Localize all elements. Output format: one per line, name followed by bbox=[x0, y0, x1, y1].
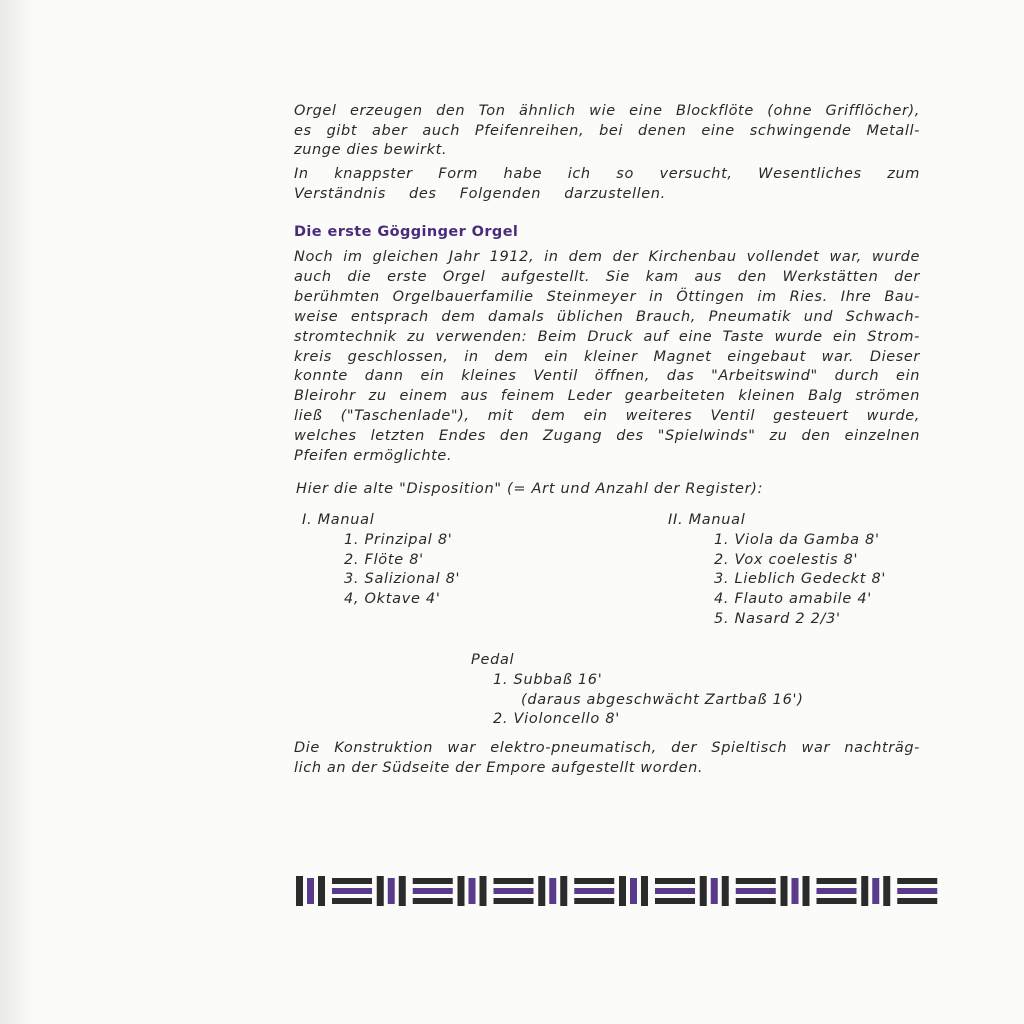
ornament-horizontal-bar bbox=[413, 878, 453, 884]
ornament-vertical-bar bbox=[296, 876, 303, 906]
ornament-horizontal-bar bbox=[574, 898, 614, 904]
ornament-vertical-bar bbox=[318, 876, 325, 906]
text-line: Bleirohr zu einem aus feinem Leder gearbeiteten kleinen Balg strömen bbox=[294, 388, 920, 405]
ornament-horizontal-bar bbox=[897, 898, 937, 904]
register-item: 3. Salizional 8' bbox=[344, 571, 461, 588]
text-line: ließ ("Taschenlade"), mit dem ein weiteres Ventil gesteuert wurde, bbox=[294, 408, 920, 425]
text-line: zunge dies bewirkt. bbox=[294, 142, 448, 159]
text-line: Pfeifen ermöglichte. bbox=[294, 448, 453, 465]
ornament-vertical-bar bbox=[619, 876, 626, 906]
ornament-vertical-bar bbox=[399, 876, 406, 906]
ornament-horizontal-bar bbox=[574, 888, 614, 894]
ornament-horizontal-bar bbox=[332, 888, 372, 894]
text-line: weise entsprach dem damals üblichen Brauch, Pneumatik und Schwach- bbox=[294, 308, 920, 325]
ornament-vertical-bar bbox=[560, 876, 567, 906]
register-item: 2. Vox coelestis 8' bbox=[714, 551, 859, 568]
register-note: (daraus abgeschwächt Zartbaß 16') bbox=[521, 691, 804, 708]
ornament-vertical-bar bbox=[630, 878, 637, 904]
ornament-vertical-bar bbox=[641, 876, 648, 906]
ornament-horizontal-bar bbox=[494, 878, 534, 884]
intro-paragraph-2 bbox=[294, 165, 920, 204]
ornament-vertical-bar bbox=[803, 876, 810, 906]
ornament-horizontal-bar bbox=[736, 888, 776, 894]
ornament-vertical-bar bbox=[480, 876, 487, 906]
ornament-vertical-bar bbox=[781, 876, 788, 906]
ornament-vertical-bar bbox=[700, 876, 707, 906]
section-heading: Die erste Gögginger Orgel bbox=[294, 224, 519, 240]
ornament-horizontal-bar bbox=[897, 878, 937, 884]
ornament-horizontal-bar bbox=[736, 878, 776, 884]
ornament-horizontal-bar bbox=[413, 888, 453, 894]
ornament-vertical-bar bbox=[549, 878, 556, 904]
text-line: konnte dann ein kleines Ventil öffnen, das "Arbeitswind" durch ein bbox=[294, 368, 920, 385]
text-line: Orgel erzeugen den Ton ähnlich wie eine Blockflöte (ohne Grifflöcher), bbox=[294, 103, 920, 119]
ornament-horizontal-bar bbox=[494, 898, 534, 904]
ornament-vertical-bar bbox=[872, 878, 879, 904]
ornament-horizontal-bar bbox=[817, 878, 857, 884]
ornament-horizontal-bar bbox=[655, 898, 695, 904]
ornament-band bbox=[296, 872, 942, 912]
ornament-vertical-bar bbox=[469, 878, 476, 904]
closing-paragraph bbox=[294, 739, 920, 778]
text-line: Die Konstruktion war elektro-pneumatisch, der Spieltisch war nachträg- bbox=[294, 740, 920, 756]
ornament-vertical-bar bbox=[458, 876, 465, 906]
ornament-horizontal-bar bbox=[494, 888, 534, 894]
ornament-horizontal-bar bbox=[736, 898, 776, 904]
pedal-title: Pedal bbox=[471, 652, 515, 668]
ornament-horizontal-bar bbox=[897, 888, 937, 894]
ornament-horizontal-bar bbox=[817, 888, 857, 894]
text-line: stromtechnik zu verwenden: Beim Druck auf eine Taste wurde ein Strom- bbox=[294, 328, 920, 345]
disposition-intro: Hier die alte "Disposition" (= Art und Anzahl der Register): bbox=[296, 481, 764, 497]
text-line: welches letzten Endes den Zugang des "Spielwinds" zu den einzelnen bbox=[294, 428, 920, 445]
ornament-horizontal-bar bbox=[574, 878, 614, 884]
ornament-vertical-bar bbox=[711, 878, 718, 904]
text-line: lich an der Südseite der Empore aufgestellt worden. bbox=[294, 759, 704, 776]
register-item: 2. Flöte 8' bbox=[344, 551, 424, 568]
text-line: Noch im gleichen Jahr 1912, in dem der Kirchenbau vollendet war, wurde bbox=[294, 249, 920, 265]
register-item: 2. Violoncello 8' bbox=[493, 711, 620, 728]
pedal bbox=[471, 651, 804, 730]
register-item: 1. Viola da Gamba 8' bbox=[714, 531, 880, 548]
text-line: es gibt aber auch Pfeifenreihen, bei denen eine schwingende Metall- bbox=[294, 122, 920, 139]
ornament-vertical-bar bbox=[377, 876, 384, 906]
ornament-vertical-bar bbox=[861, 876, 868, 906]
register-item: 1. Subbaß 16' bbox=[493, 671, 603, 688]
ornament-vertical-bar bbox=[792, 878, 799, 904]
manual-2-title: II. Manual bbox=[668, 512, 746, 528]
register-item: 3. Lieblich Gedeckt 8' bbox=[714, 571, 887, 588]
ornament-vertical-bar bbox=[722, 876, 729, 906]
register-item: 5. Nasard 2 2/3' bbox=[714, 610, 841, 627]
intro-paragraph bbox=[294, 102, 920, 161]
text-line: Verständnis des Folgenden darzustellen. bbox=[294, 185, 666, 202]
manual-2 bbox=[668, 511, 886, 630]
ornament-vertical-bar bbox=[388, 878, 395, 904]
register-item: 4, Oktave 4' bbox=[344, 591, 441, 608]
main-paragraph bbox=[294, 248, 920, 467]
ornament-horizontal-bar bbox=[655, 878, 695, 884]
text-line: berühmten Orgelbauerfamilie Steinmeyer in Öttingen im Ries. Ihre Bau- bbox=[294, 288, 920, 305]
text-line: In knappster Form habe ich so versucht, Wesentliches zum bbox=[294, 166, 920, 182]
manual-1-title: I. Manual bbox=[302, 512, 375, 528]
ornament-vertical-bar bbox=[538, 876, 545, 906]
register-item: 1. Prinzipal 8' bbox=[344, 531, 453, 548]
manual-1 bbox=[302, 511, 460, 610]
ornament-horizontal-bar bbox=[817, 898, 857, 904]
register-item: 4. Flauto amabile 4' bbox=[714, 591, 872, 608]
text-line: auch die erste Orgel aufgestellt. Sie kam aus den Werkstätten der bbox=[294, 268, 920, 285]
ornament-horizontal-bar bbox=[332, 878, 372, 884]
ornament-horizontal-bar bbox=[655, 888, 695, 894]
page-binding-shadow bbox=[0, 0, 34, 1024]
ornament-vertical-bar bbox=[883, 876, 890, 906]
ornament-vertical-bar bbox=[307, 878, 314, 904]
ornament-horizontal-bar bbox=[332, 898, 372, 904]
ornament-horizontal-bar bbox=[413, 898, 453, 904]
text-line: kreis geschlossen, in dem ein kleiner Magnet eingebaut war. Dieser bbox=[294, 348, 920, 365]
